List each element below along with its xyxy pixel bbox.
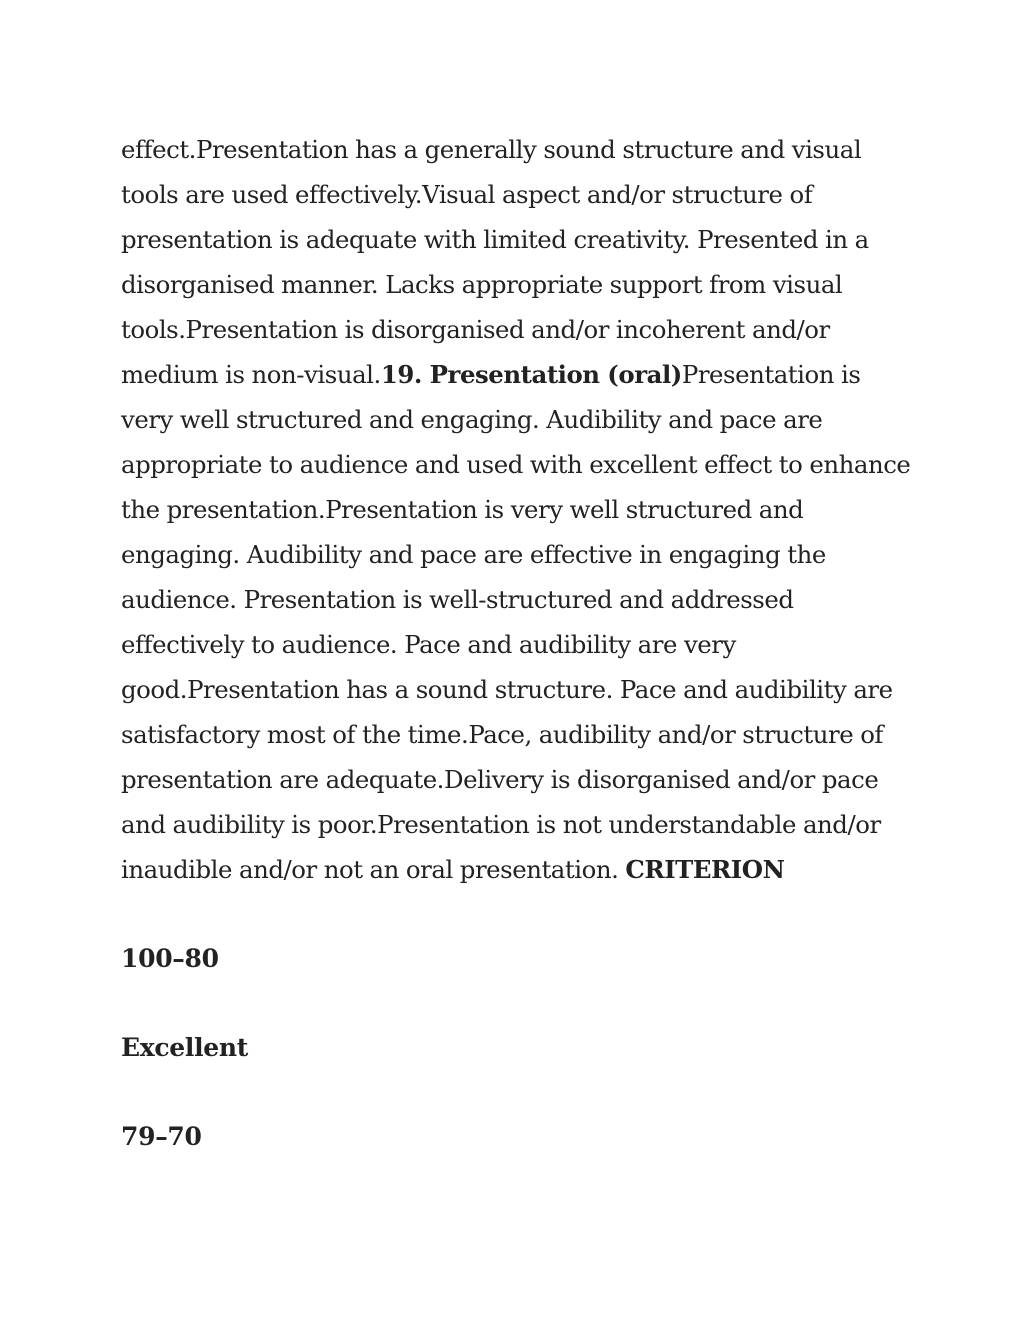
rubric-text-intro: effect.Presentation has a generally sound structure and visual tools are used effectively.Visual aspect and/or structure of presentation is adequate with limited creativity. Presented in a disorganised manner. Lacks appropriate support from visual tools.Presentation is disorganised and/or incoherent and/or medium is non-visual. <box>121 135 869 389</box>
score-range-79-70: 79–70 <box>121 1122 202 1151</box>
criterion-heading: CRITERION <box>625 855 785 884</box>
document-page <box>121 127 911 1159</box>
rubric-text-oral: Presentation is very well structured and engaging. Audibility and pace are appropriate to audience and used with excellent effect to enhance the presentation.Presentation is very well structured and engaging. Audibility and pace are effective in engaging the audience. Presentation is well-structured and addressed effectively to audience. Pace and audibility are very good.Presentation has a sound structure. Pace and audibility are satisfactory most of the time.Pace, audibility and/or structure of presentation are adequate.Delivery is disorganised and/or pace and audibility is poor.Presentation is not understandable and/or inaudible and/or not an oral presentation. <box>121 360 911 884</box>
score-range-100-80: 100–80 <box>121 944 219 973</box>
section-heading-presentation-oral: 19. Presentation (oral) <box>380 360 682 389</box>
rubric-paragraph <box>121 127 911 892</box>
grade-label-excellent: Excellent <box>121 1033 249 1062</box>
